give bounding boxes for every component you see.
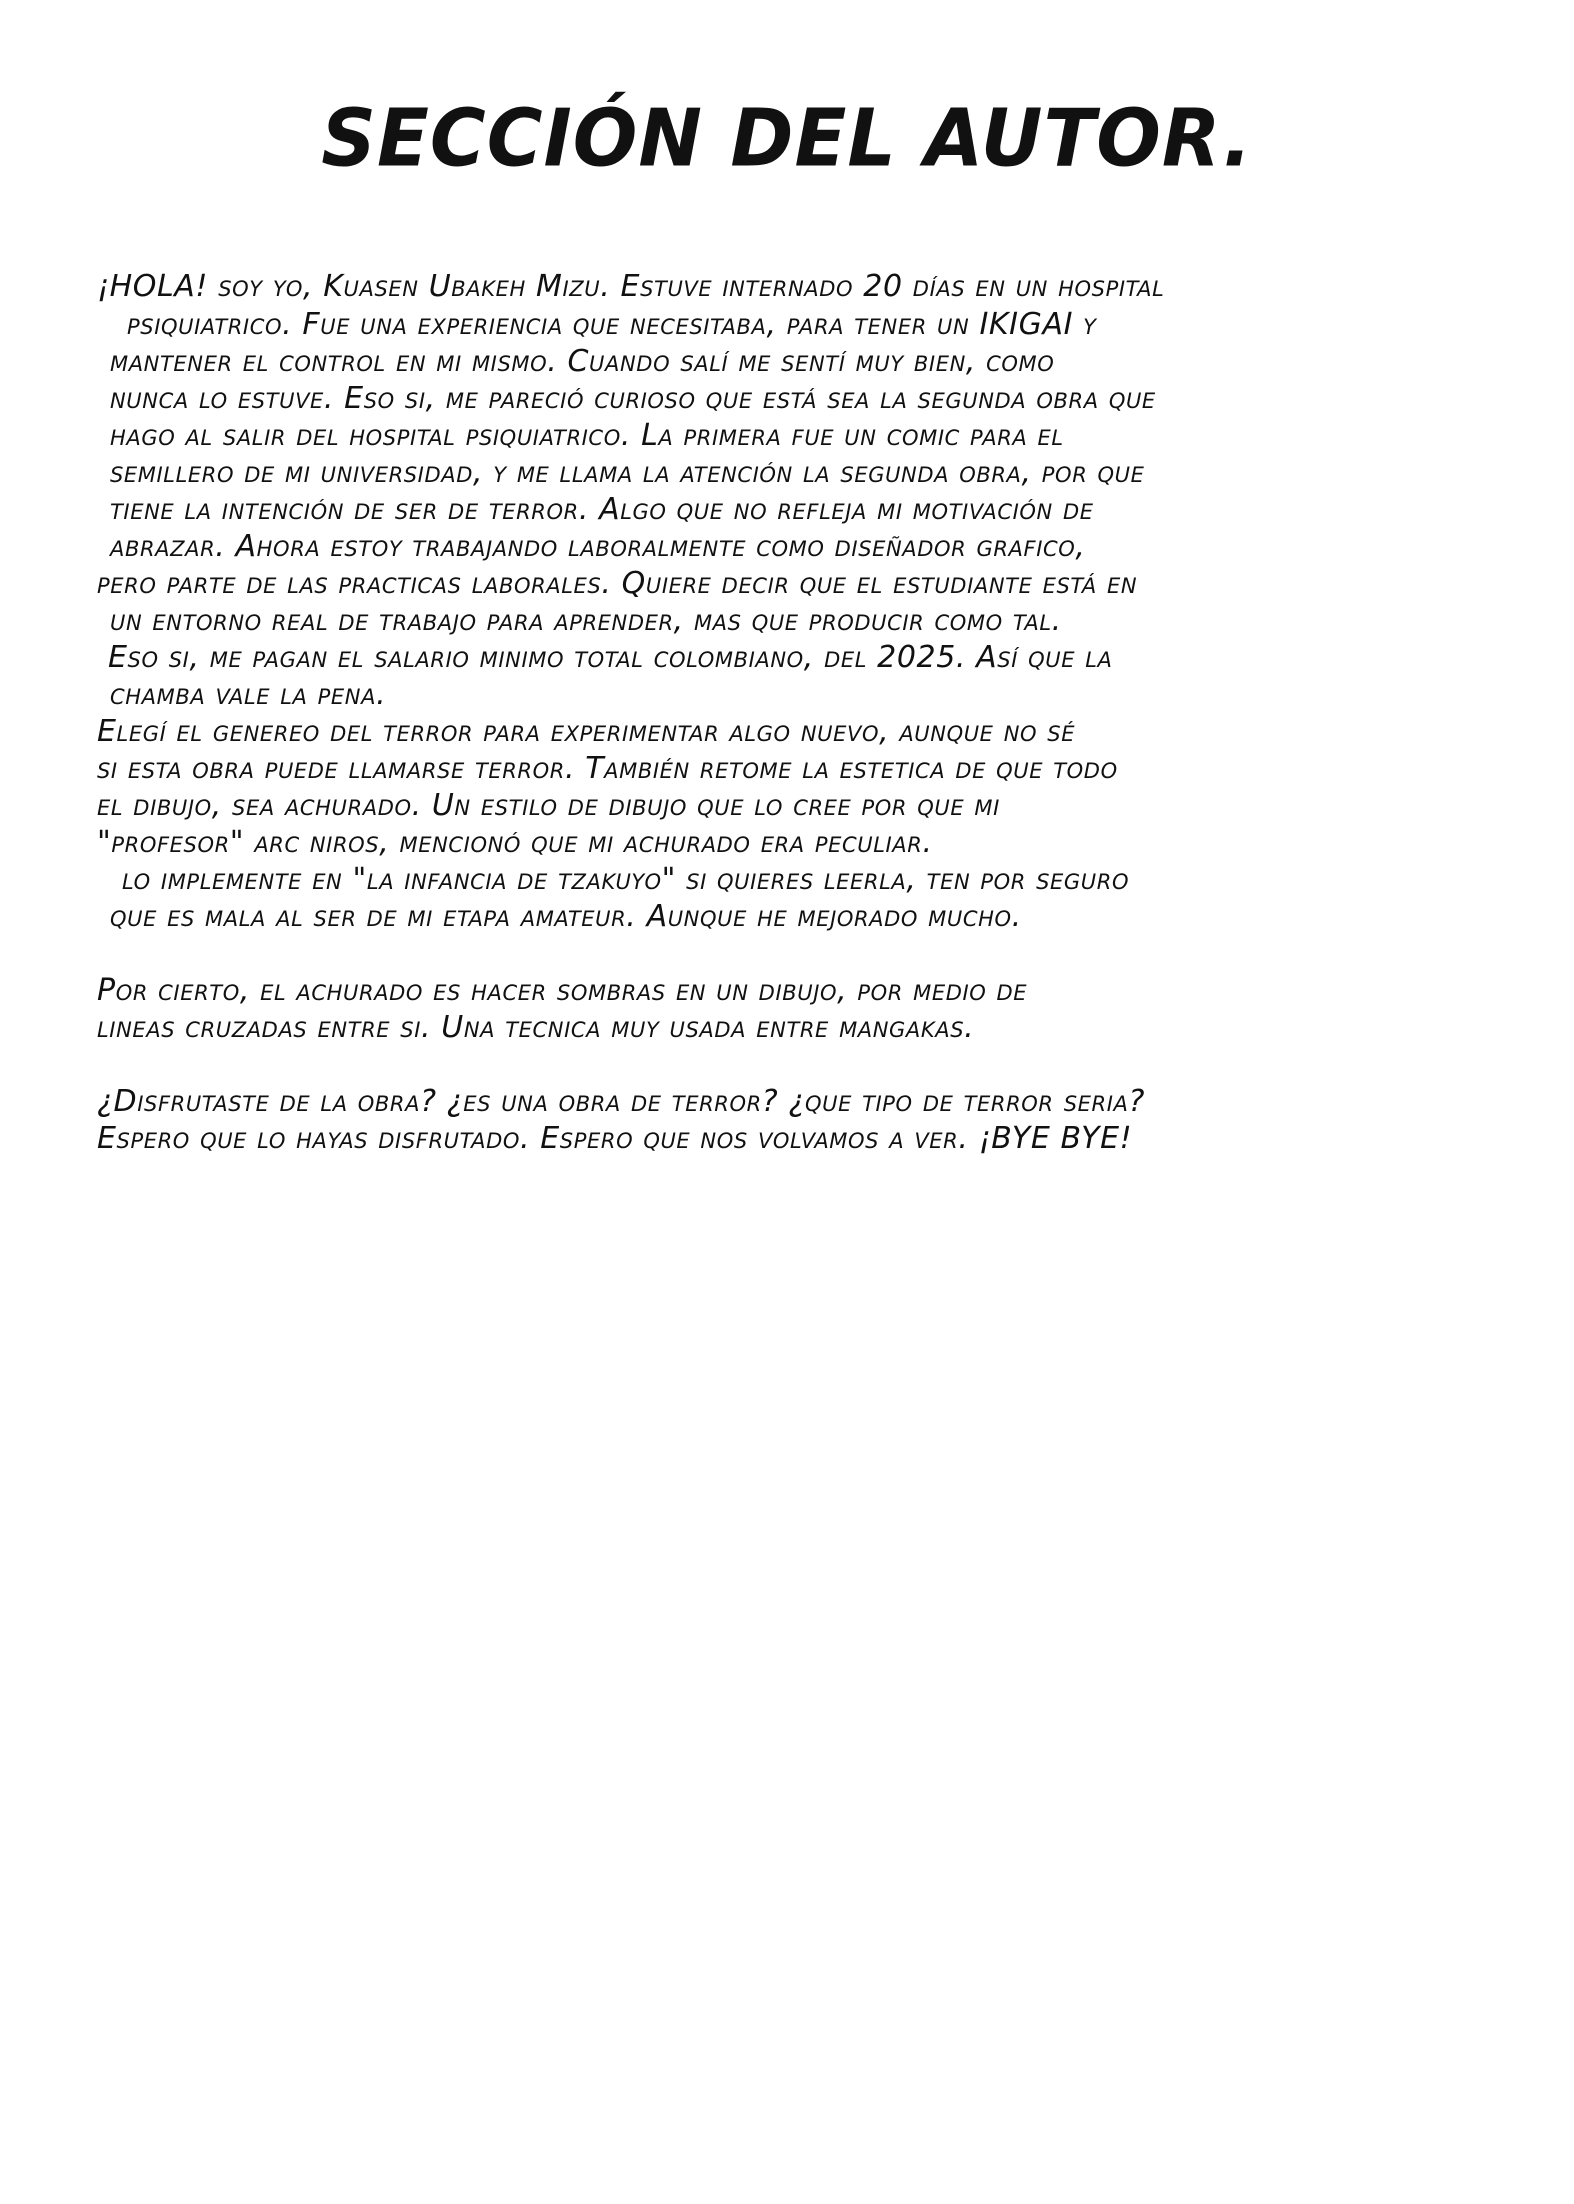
text-line-7: tiene la intención de ser de terror. Algo que no refleja mi motivación de <box>110 492 1094 527</box>
text-line-20: lineas cruzadas entre si. Una tecnica muy usada entre mangakas. <box>97 1010 975 1045</box>
text-line-3: mantener el control en mi mismo. Cuando salí me sentí muy bien, como <box>110 344 1055 379</box>
text-line-18: que es mala al ser de mi etapa amateur. Aunque he mejorado mucho. <box>110 899 1022 934</box>
text-line-4: nunca lo estuve. Eso si, me pareció curioso que está sea la segunda obra que <box>110 381 1156 416</box>
text-line-6: semillero de mi universidad, y me llama la atención la segunda obra, por que <box>110 455 1145 490</box>
text-line-9: pero parte de las practicas laborales. Quiere decir que el estudiante está en <box>97 566 1138 601</box>
page-title: SECCIÓN DEL AUTOR. <box>321 90 1253 185</box>
text-line-11: Eso si, me pagan el salario minimo total colombiano, del 2025. Así que la <box>108 640 1113 675</box>
text-line-1: ¡HOLA! soy yo, Kuasen Ubakeh Mizu. Estuve internado 20 días en un hospital <box>97 269 1165 304</box>
text-line-2: psiquiatrico. Fue una experiencia que necesitaba, para tener un IKIGAI y <box>127 307 1097 342</box>
text-line-14: si esta obra puede llamarse terror. También retome la estetica de que todo <box>97 751 1118 786</box>
text-line-8: abrazar. Ahora estoy trabajando laboralmente como diseñador grafico, <box>110 529 1086 564</box>
text-line-17: lo implemente en "la infancia de tzakuyo" si quieres leerla, ten por seguro <box>122 862 1130 897</box>
text-line-12: chamba vale la pena. <box>110 677 387 712</box>
text-line-16: "profesor" arc niros, mencionó que mi achurado era peculiar. <box>97 825 933 860</box>
text-line-13: Elegí el genereo del terror para experimentar algo nuevo, aunque no sé <box>97 714 1076 749</box>
text-line-22: Espero que lo hayas disfrutado. Espero que nos volvamos a ver. ¡BYE BYE! <box>97 1121 1133 1156</box>
text-line-21: ¿Disfrutaste de la obra? ¿es una obra de terror? ¿que tipo de terror seria? <box>97 1084 1146 1119</box>
text-line-5: hago al salir del hospital psiquiatrico. La primera fue un comic para el <box>110 418 1064 453</box>
text-line-19: Por cierto, el achurado es hacer sombras en un dibujo, por medio de <box>97 973 1028 1008</box>
text-line-15: el dibujo, sea achurado. Un estilo de dibujo que lo cree por que mi <box>97 788 1000 823</box>
text-line-10: un entorno real de trabajo para aprender, mas que producir como tal. <box>110 603 1062 638</box>
